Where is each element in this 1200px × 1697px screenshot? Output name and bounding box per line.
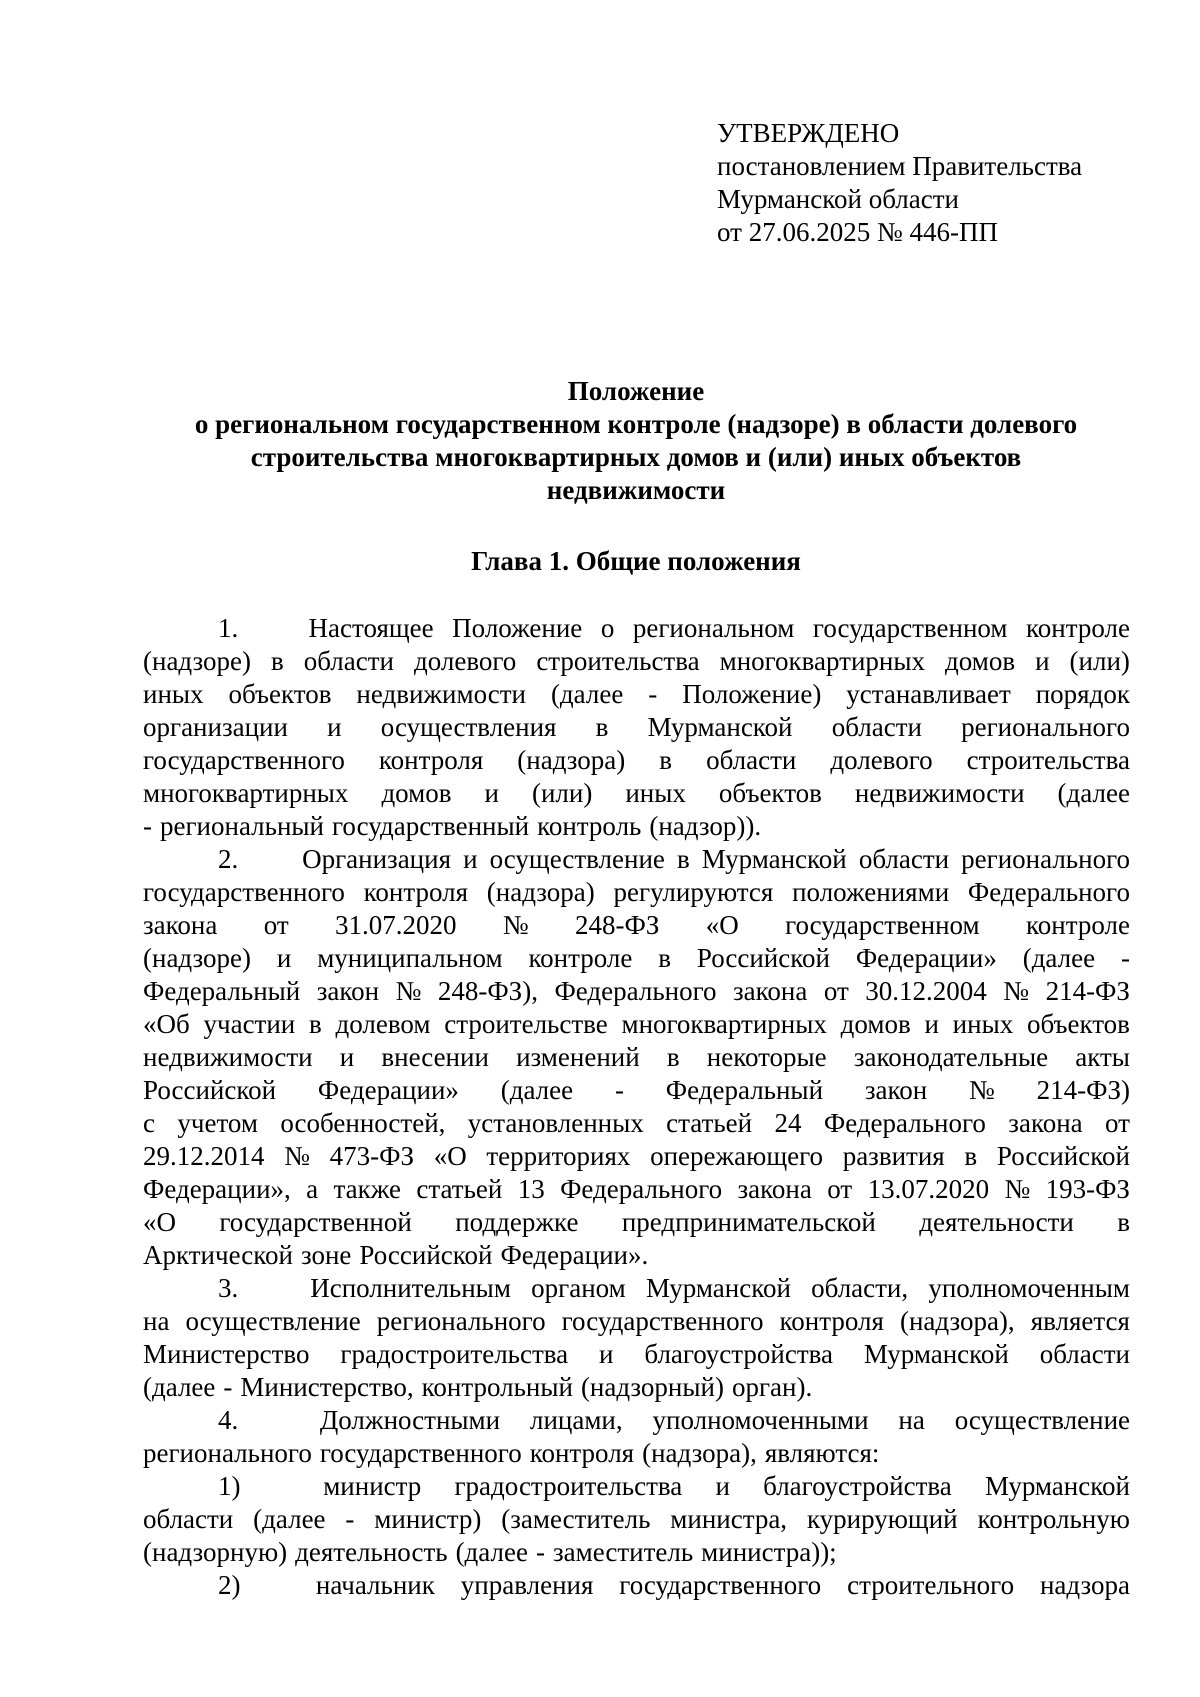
- paragraph-line: [143, 843, 1130, 876]
- word: №: [395, 976, 422, 1006]
- word: управления: [460, 1570, 594, 1600]
- word: в: [964, 1141, 978, 1171]
- paragraph-number: 2): [218, 1570, 241, 1600]
- word: -: [1120, 943, 1130, 973]
- word: «О: [143, 1207, 176, 1237]
- word: домов: [381, 778, 452, 808]
- paragraph-line: [143, 1041, 1130, 1074]
- word: домов: [840, 1009, 911, 1039]
- word: Министерство: [143, 1339, 310, 1369]
- word: №: [502, 910, 529, 940]
- word: организации: [143, 712, 288, 742]
- word: благоустройства: [763, 1471, 952, 1501]
- word: начальник: [315, 1570, 435, 1600]
- word: Федерации»: [317, 1075, 459, 1105]
- word: а: [306, 1174, 319, 1204]
- word: (или): [531, 778, 593, 808]
- word: контроля: [363, 877, 469, 907]
- word: Настоящее: [308, 613, 434, 643]
- word: долевого: [830, 745, 933, 775]
- word: Российской: [359, 1240, 493, 1270]
- word: с: [143, 1108, 155, 1138]
- word: Мурманской: [863, 1339, 1009, 1369]
- word: Российской: [143, 1075, 277, 1105]
- word: является: [1030, 1306, 1130, 1336]
- word: Федеральный: [665, 1075, 824, 1105]
- word: государственного: [561, 1306, 764, 1336]
- paragraph: [143, 1470, 1130, 1569]
- word: поддержке: [455, 1207, 579, 1237]
- word: №: [284, 1141, 310, 1171]
- document-body: [143, 612, 1130, 1602]
- word: 214-ФЗ): [1036, 1075, 1130, 1105]
- paragraph-line: [143, 1503, 1130, 1536]
- word: Положение: [452, 613, 583, 643]
- word: статьей: [416, 1174, 503, 1204]
- word: территориях: [486, 1141, 631, 1171]
- word: -: [345, 1504, 355, 1534]
- word: учетом: [177, 1108, 258, 1138]
- word: министра,: [670, 1504, 788, 1534]
- word: (далее: [253, 1504, 326, 1534]
- word: -: [223, 1372, 233, 1402]
- word: органом: [531, 1273, 626, 1303]
- word: государственный: [332, 811, 530, 841]
- word: градостроительства: [340, 1339, 569, 1369]
- word: государственного: [143, 745, 345, 775]
- word: -: [143, 811, 152, 841]
- word: и: [715, 1471, 730, 1501]
- word: недвижимости: [356, 679, 526, 709]
- word: многоквартирных: [719, 646, 926, 676]
- word: установленных: [467, 1108, 644, 1138]
- word: (надзора),: [642, 1438, 757, 1468]
- word: в: [659, 745, 673, 775]
- approval-authority: постановлением Правительства: [717, 151, 1083, 181]
- word: №: [1004, 1174, 1031, 1204]
- word: Мурманской: [984, 1471, 1130, 1501]
- paragraph-line: [143, 1470, 1130, 1503]
- word: закона: [1008, 1108, 1083, 1138]
- word: объектов: [718, 778, 822, 808]
- word: -: [614, 1075, 624, 1105]
- word: государственном: [785, 910, 980, 940]
- word: и: [484, 778, 499, 808]
- word: 13: [517, 1174, 545, 1204]
- word: 13.07.2020: [867, 1174, 990, 1204]
- word: (далее: [1022, 943, 1096, 973]
- word: №: [1003, 976, 1030, 1006]
- word: области: [143, 1504, 234, 1534]
- word: и: [599, 1339, 614, 1369]
- paragraph-line: [143, 1569, 1130, 1602]
- word: опережающего: [650, 1141, 824, 1171]
- word: контроле: [1026, 613, 1130, 643]
- word: области: [831, 712, 922, 742]
- word: порядок: [1035, 679, 1130, 709]
- word: многоквартирных: [621, 1009, 827, 1039]
- word: (далее: [500, 1075, 574, 1105]
- document-title: [142, 375, 1130, 507]
- word: регионального: [961, 844, 1130, 874]
- title-line: строительства многоквартирных домов и (или) иных объектов: [250, 442, 1022, 472]
- word: осуществление: [489, 844, 665, 874]
- word: регионального: [376, 1306, 546, 1336]
- paragraph-line: [143, 777, 1130, 810]
- word: регулируются: [613, 877, 774, 907]
- word: (надзор)).: [649, 811, 762, 841]
- word: контрольную: [977, 1504, 1130, 1534]
- paragraph-line: [143, 1107, 1130, 1140]
- word: №: [969, 1075, 995, 1105]
- word: о: [600, 613, 615, 643]
- word: «О: [705, 910, 739, 940]
- word: (далее: [1057, 778, 1130, 808]
- word: Федерального: [967, 877, 1130, 907]
- word: контроль: [537, 811, 642, 841]
- paragraph-line: [143, 1140, 1130, 1173]
- word: Федерации»: [855, 943, 997, 973]
- word: в: [270, 646, 284, 676]
- word: области,: [811, 1273, 909, 1303]
- word: контроле: [1026, 910, 1130, 940]
- word: (надзора): [486, 877, 595, 907]
- paragraph-line: [143, 645, 1130, 678]
- word: строительстве: [444, 1009, 608, 1039]
- word: Организация: [302, 844, 451, 874]
- word: региональном: [632, 613, 795, 643]
- word: в: [676, 844, 690, 874]
- word: государственного: [619, 1570, 822, 1600]
- word: от: [827, 1174, 853, 1204]
- word: (надзорный): [580, 1372, 724, 1402]
- word: закона: [143, 910, 218, 940]
- word: области: [706, 745, 797, 775]
- word: осуществление: [185, 1306, 361, 1336]
- word: изменений: [516, 1042, 640, 1072]
- word: министр: [323, 1471, 422, 1501]
- word: уполномоченным: [928, 1273, 1130, 1303]
- word: на: [143, 1306, 170, 1336]
- word: -: [535, 1537, 545, 1567]
- paragraph-number: 1): [218, 1471, 241, 1501]
- word: области: [303, 646, 394, 676]
- word: Положение): [682, 679, 822, 709]
- paragraph-line: [143, 1371, 1130, 1404]
- word: объектов: [1026, 1009, 1130, 1039]
- paragraph: [143, 1272, 1130, 1404]
- word: (далее: [143, 1372, 216, 1402]
- word: 473-ФЗ: [329, 1141, 414, 1171]
- word: закон: [864, 1075, 928, 1105]
- word: являются:: [764, 1438, 880, 1468]
- title-line: Положение: [567, 376, 705, 406]
- word: объектов: [228, 679, 332, 709]
- word: (надзора),: [899, 1306, 1015, 1336]
- word: и: [339, 1042, 355, 1072]
- word: Российской: [996, 1141, 1130, 1171]
- word: государственного: [143, 877, 345, 907]
- paragraph: [143, 612, 1130, 843]
- word: лицами,: [529, 1405, 623, 1435]
- word: в: [309, 1009, 322, 1039]
- word: недвижимости: [143, 1042, 313, 1072]
- word: деятельность: [295, 1537, 448, 1567]
- word: Мурманской: [645, 1273, 791, 1303]
- word: (надзорную): [143, 1537, 288, 1567]
- word: закон: [316, 976, 380, 1006]
- word: 29.12.2014: [143, 1141, 265, 1171]
- paragraph-line: [143, 1437, 1130, 1470]
- paragraph: [143, 843, 1130, 1272]
- word: (надзоре): [143, 646, 251, 676]
- word: региональный: [160, 811, 325, 841]
- word: министра));: [701, 1537, 837, 1567]
- word: Федеральный: [143, 976, 301, 1006]
- word: (заместитель: [501, 1504, 651, 1534]
- title-line: недвижимости: [546, 475, 726, 505]
- word: «Об: [143, 1009, 190, 1039]
- word: (или): [1069, 646, 1130, 676]
- word: долевого: [414, 646, 517, 676]
- word: 30.12.2004: [865, 976, 987, 1006]
- word: (далее: [550, 679, 624, 709]
- word: положениями: [792, 877, 950, 907]
- approval-stamp: [717, 117, 1137, 249]
- paragraph-line: [143, 1239, 1130, 1272]
- word: Арктической: [143, 1240, 293, 1270]
- paragraph-line: [143, 810, 1130, 843]
- word: закона: [733, 976, 808, 1006]
- word: от: [263, 910, 289, 940]
- word: участии: [203, 1009, 296, 1039]
- word: и: [463, 844, 478, 874]
- approval-date-number: от 27.06.2025 № 446-ПП: [717, 217, 998, 247]
- word: контроле: [528, 943, 633, 973]
- word: градостроительства: [454, 1471, 683, 1501]
- word: и: [276, 943, 292, 973]
- word: в: [1117, 1207, 1130, 1237]
- paragraph-number: 2.: [218, 844, 239, 874]
- paragraph-line: [143, 1272, 1130, 1305]
- word: Мурманской: [647, 712, 793, 742]
- paragraph-line: [143, 975, 1130, 1008]
- word: уполномоченными: [652, 1405, 869, 1435]
- word: строительного: [847, 1570, 1015, 1600]
- word: контроля: [779, 1306, 884, 1336]
- word: регионального: [143, 1438, 312, 1468]
- word: закона: [737, 1174, 812, 1204]
- word: контроля: [378, 745, 484, 775]
- paragraph-line: [143, 942, 1130, 975]
- approval-region: Мурманской области: [717, 184, 959, 214]
- word: деятельности: [919, 1207, 1074, 1237]
- word: внесении: [381, 1042, 489, 1072]
- word: 24: [774, 1108, 802, 1138]
- word: государственного: [319, 1438, 522, 1468]
- word: осуществление: [954, 1405, 1130, 1435]
- word: в: [666, 1042, 680, 1072]
- word: благоустройства: [644, 1339, 833, 1369]
- approval-heading: УТВЕРЖДЕНО: [717, 118, 900, 148]
- word: в: [595, 712, 609, 742]
- paragraph-line: [143, 1173, 1130, 1206]
- word: 248-ФЗ),: [437, 976, 538, 1006]
- word: -: [648, 679, 658, 709]
- word: 31.07.2020: [335, 910, 457, 940]
- word: Федерального: [823, 1108, 986, 1138]
- word: Федерального: [554, 976, 717, 1006]
- word: Федерального: [560, 1174, 723, 1204]
- word: осуществления: [380, 712, 557, 742]
- paragraph-number: 1.: [218, 613, 239, 643]
- word: Мурманской: [701, 844, 847, 874]
- word: (далее: [455, 1537, 528, 1567]
- word: развития: [842, 1141, 945, 1171]
- word: надзора: [1039, 1570, 1130, 1600]
- paragraph-line: [143, 1404, 1130, 1437]
- word: Российской: [696, 943, 830, 973]
- word: курирующий: [806, 1504, 958, 1534]
- word: иных: [625, 778, 686, 808]
- word: Исполнительным: [310, 1273, 511, 1303]
- paragraph-line: [143, 1206, 1130, 1239]
- word: Министерство,: [240, 1372, 414, 1402]
- paragraph-line: [143, 909, 1130, 942]
- word: контроля: [529, 1438, 635, 1468]
- word: домов: [945, 646, 1016, 676]
- word: некоторые: [706, 1042, 827, 1072]
- word: министр): [374, 1504, 482, 1534]
- word: и: [924, 1009, 939, 1039]
- word: зоне: [300, 1240, 352, 1270]
- word: многоквартирных: [143, 778, 349, 808]
- word: недвижимости: [854, 778, 1025, 808]
- word: (надзоре): [143, 943, 251, 973]
- paragraph-line: [143, 1008, 1130, 1041]
- word: орган).: [731, 1372, 813, 1402]
- word: в: [658, 943, 671, 973]
- word: Федерации»,: [143, 1174, 291, 1204]
- paragraph-line: [143, 876, 1130, 909]
- word: (надзора): [517, 745, 626, 775]
- paragraph-number: 4.: [218, 1405, 239, 1435]
- word: от: [823, 976, 849, 1006]
- word: иных: [143, 679, 204, 709]
- word: регионального: [961, 712, 1130, 742]
- word: 193-ФЗ: [1045, 1174, 1130, 1204]
- word: и: [1035, 646, 1050, 676]
- word: контрольный: [421, 1372, 573, 1402]
- word: области: [1039, 1339, 1130, 1369]
- word: «О: [433, 1141, 467, 1171]
- title-line: о региональном государственном контроле (надзоре) в области долевого: [194, 409, 1078, 439]
- word: Федерации».: [500, 1240, 649, 1270]
- word: и: [327, 712, 342, 742]
- word: Должностными: [319, 1405, 501, 1435]
- word: области: [858, 844, 950, 874]
- word: 214-ФЗ: [1045, 976, 1130, 1006]
- word: акты: [1075, 1042, 1130, 1072]
- word: предпринимательской: [621, 1207, 876, 1237]
- word: муниципальном: [317, 943, 503, 973]
- word: заместитель: [552, 1537, 694, 1567]
- word: долевом: [335, 1009, 431, 1039]
- paragraph-line: [143, 1074, 1130, 1107]
- word: государственном: [812, 613, 1008, 643]
- paragraph: [143, 1569, 1130, 1602]
- word: устанавливает: [846, 679, 1011, 709]
- word: государственной: [219, 1207, 412, 1237]
- paragraph-line: [143, 678, 1130, 711]
- word: от: [1105, 1108, 1130, 1138]
- paragraph-line: [143, 744, 1130, 777]
- word: строительства: [536, 646, 700, 676]
- paragraph-line: [143, 612, 1130, 645]
- paragraph: [143, 1404, 1130, 1470]
- word: на: [898, 1405, 925, 1435]
- paragraph-line: [143, 711, 1130, 744]
- word: статьей: [666, 1108, 753, 1138]
- paragraph-line: [143, 1305, 1130, 1338]
- word: строительства: [966, 745, 1130, 775]
- word: также: [333, 1174, 402, 1204]
- word: особенностей,: [280, 1108, 446, 1138]
- paragraph-line: [143, 1536, 1130, 1569]
- chapter-heading: Глава 1. Общие положения: [471, 546, 801, 576]
- paragraph-number: 3.: [218, 1273, 239, 1303]
- word: законодательные: [853, 1042, 1049, 1072]
- word: иных: [952, 1009, 1014, 1039]
- word: 248-ФЗ: [575, 910, 660, 940]
- paragraph-line: [143, 1338, 1130, 1371]
